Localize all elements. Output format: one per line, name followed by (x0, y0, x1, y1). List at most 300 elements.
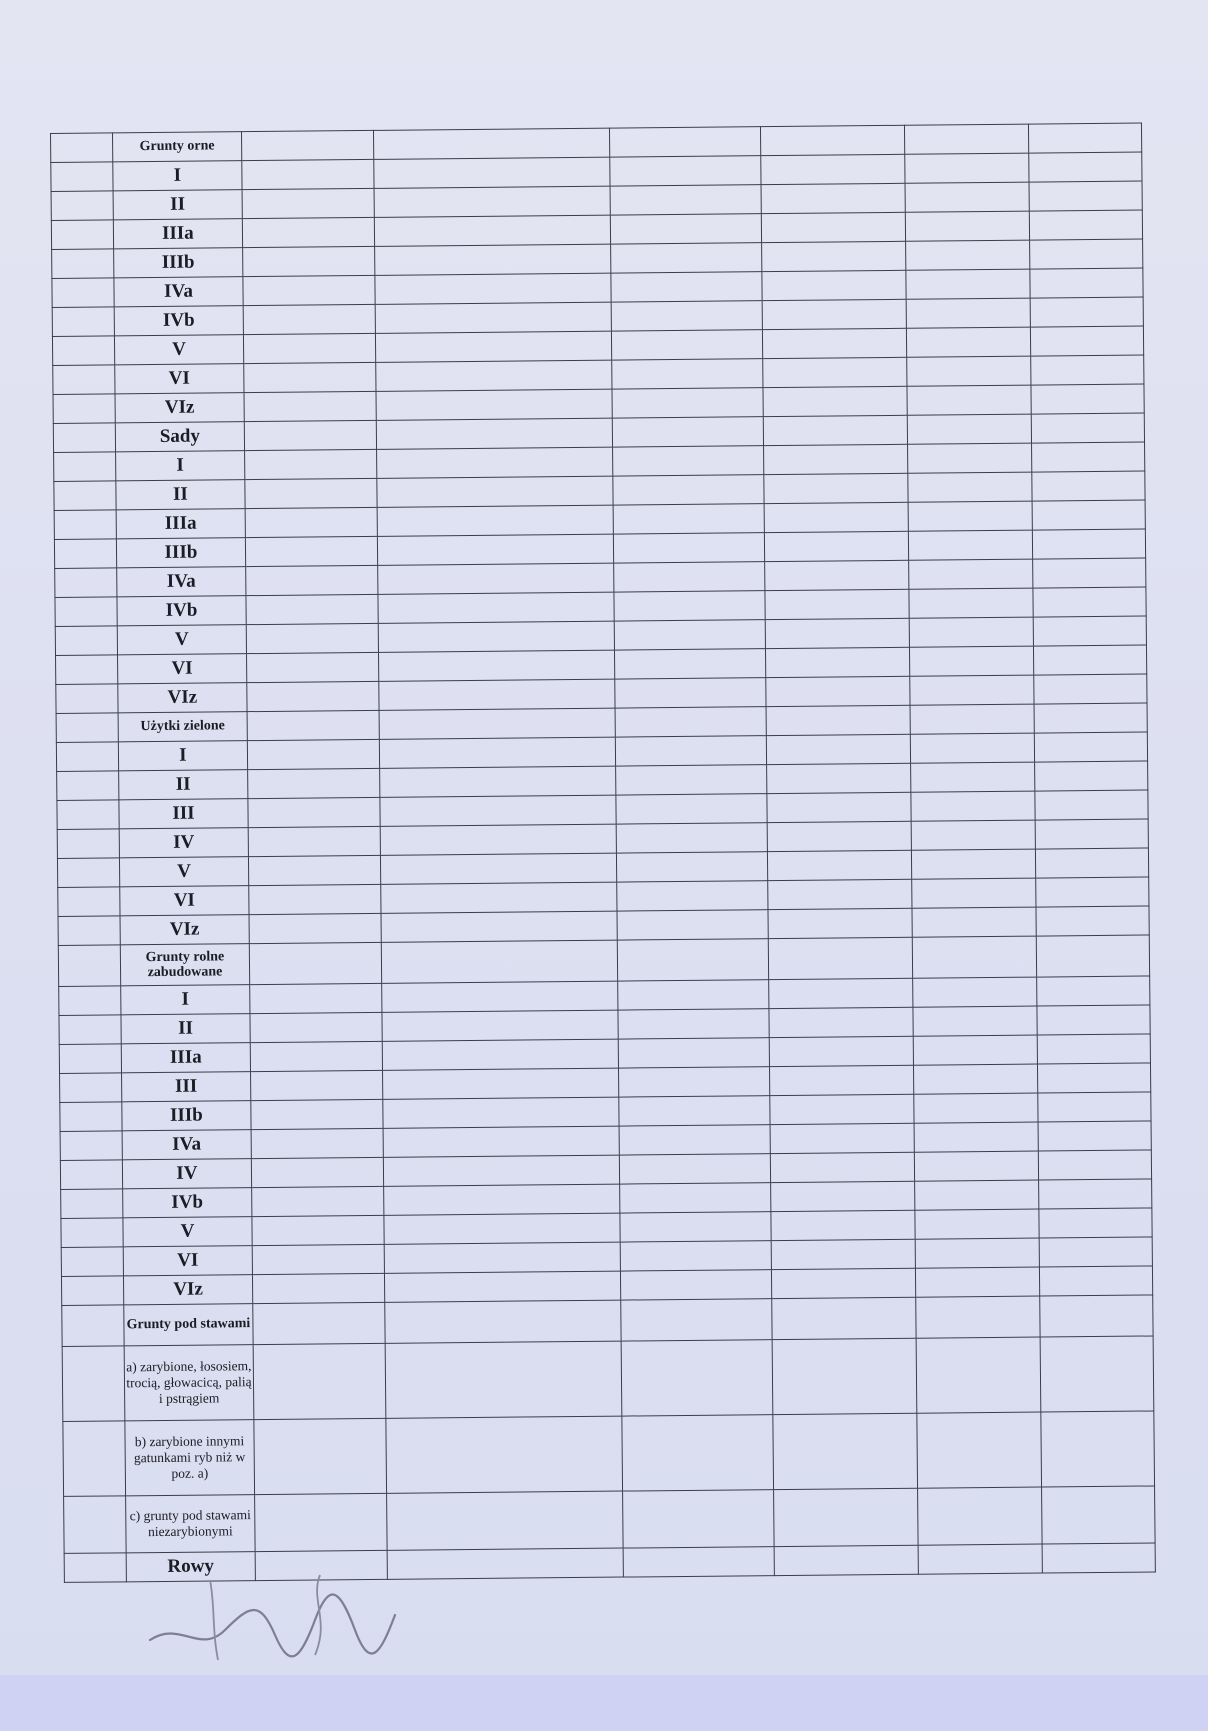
row-number-cell (62, 1346, 124, 1422)
empty-data-cell (765, 502, 909, 532)
empty-data-cell (378, 563, 614, 594)
row-number-cell (58, 887, 120, 917)
row-number-cell (54, 539, 116, 569)
empty-data-cell (1029, 210, 1143, 240)
empty-data-cell (251, 1099, 383, 1129)
empty-data-cell (384, 1213, 620, 1244)
row-number-cell (57, 800, 119, 830)
empty-data-cell (766, 705, 910, 735)
empty-data-cell (243, 275, 375, 305)
empty-data-cell (245, 449, 377, 479)
empty-data-cell (1036, 935, 1150, 977)
empty-data-cell (908, 472, 1031, 502)
empty-data-cell (1030, 268, 1144, 298)
empty-data-cell (612, 417, 764, 447)
empty-data-cell (383, 1039, 619, 1070)
empty-data-cell (768, 850, 912, 880)
empty-data-cell (375, 244, 611, 275)
row-number-cell (58, 945, 120, 987)
row-label-cell: Użytki zielone (118, 712, 248, 742)
empty-data-cell (1035, 819, 1149, 849)
empty-data-cell (1031, 442, 1145, 472)
empty-data-cell (619, 1183, 771, 1213)
row-label-cell: I (118, 741, 248, 771)
empty-data-cell (254, 1418, 387, 1494)
empty-data-cell (617, 939, 769, 981)
empty-data-cell (771, 1210, 915, 1240)
empty-data-cell (761, 154, 905, 184)
row-label-cell: IIIa (116, 509, 246, 539)
empty-data-cell (381, 853, 617, 884)
empty-data-cell (1039, 1295, 1153, 1337)
empty-data-cell (768, 879, 912, 909)
empty-data-cell (772, 1297, 916, 1339)
empty-data-cell (767, 792, 911, 822)
row-number-cell (64, 1553, 126, 1583)
empty-data-cell (244, 333, 376, 363)
row-label-cell: VIz (115, 393, 245, 423)
row-label-cell: II (115, 480, 245, 510)
row-number-cell (51, 191, 113, 221)
empty-data-cell (1034, 761, 1148, 791)
empty-data-cell (375, 215, 611, 246)
empty-data-cell (387, 1491, 623, 1550)
row-number-cell (54, 452, 116, 482)
empty-data-cell (917, 1337, 1041, 1413)
empty-data-cell (611, 330, 763, 360)
empty-data-cell (909, 588, 1032, 618)
empty-data-cell (249, 826, 381, 856)
row-number-cell (53, 394, 115, 424)
row-number-cell (61, 1247, 123, 1277)
empty-data-cell (382, 981, 618, 1012)
empty-data-cell (380, 737, 616, 768)
empty-data-cell (764, 473, 908, 503)
empty-data-cell (243, 217, 375, 247)
empty-data-cell (374, 186, 610, 217)
row-label-cell: V (122, 1217, 252, 1247)
empty-data-cell (615, 736, 767, 766)
empty-data-cell (1041, 1486, 1155, 1544)
empty-data-cell (1038, 1179, 1152, 1209)
row-number-cell (58, 916, 120, 946)
empty-data-cell (1031, 384, 1145, 414)
empty-data-cell (764, 444, 908, 474)
empty-data-cell (914, 1035, 1037, 1065)
empty-data-cell (246, 565, 378, 595)
empty-data-cell (911, 733, 1034, 763)
empty-data-cell (763, 299, 907, 329)
empty-data-cell (251, 1070, 383, 1100)
empty-data-cell (1031, 471, 1145, 501)
row-label-cell: IIIb (113, 248, 243, 278)
empty-data-cell (618, 1067, 770, 1097)
empty-data-cell (610, 214, 762, 244)
empty-data-cell (912, 849, 1035, 879)
empty-data-cell (1028, 123, 1142, 153)
empty-data-cell (613, 533, 765, 563)
empty-data-cell (773, 1338, 918, 1414)
empty-data-cell (1034, 703, 1148, 733)
row-label-cell: V (114, 335, 244, 365)
empty-data-cell (384, 1242, 620, 1273)
table-row (63, 1411, 1155, 1496)
empty-data-cell (374, 128, 610, 159)
empty-data-cell (916, 1296, 1040, 1338)
empty-data-cell (247, 710, 379, 740)
empty-data-cell (610, 243, 762, 273)
empty-data-cell (249, 884, 381, 914)
empty-data-cell (769, 937, 913, 979)
row-label-cell: IIIa (121, 1043, 251, 1073)
empty-data-cell (377, 447, 613, 478)
empty-data-cell (763, 328, 907, 358)
empty-data-cell (1036, 976, 1150, 1006)
empty-data-cell (380, 795, 616, 826)
row-number-cell (54, 510, 116, 540)
empty-data-cell (242, 159, 374, 189)
empty-data-cell (766, 647, 910, 677)
row-number-cell (60, 1131, 122, 1161)
row-label-cell: Grunty pod stawami (123, 1304, 253, 1346)
empty-data-cell (1037, 1034, 1151, 1064)
empty-data-cell (910, 675, 1033, 705)
row-number-cell (52, 336, 114, 366)
row-label-cell: VIz (123, 1275, 253, 1305)
row-number-cell (61, 1218, 123, 1248)
empty-data-cell (377, 476, 613, 507)
empty-data-cell (1029, 181, 1143, 211)
empty-data-cell (611, 359, 763, 389)
empty-data-cell (915, 1151, 1038, 1181)
empty-data-cell (248, 797, 380, 827)
empty-data-cell (616, 794, 768, 824)
empty-data-cell (613, 562, 765, 592)
empty-data-cell (621, 1415, 773, 1491)
empty-data-cell (912, 820, 1035, 850)
row-number-cell (64, 1496, 126, 1554)
empty-data-cell (773, 1413, 918, 1489)
empty-data-cell (766, 676, 910, 706)
empty-data-cell (768, 821, 912, 851)
empty-data-cell (379, 621, 615, 652)
empty-data-cell (381, 882, 617, 913)
empty-data-cell (252, 1215, 384, 1245)
empty-data-cell (247, 623, 379, 653)
empty-data-cell (1039, 1208, 1153, 1238)
empty-data-cell (1037, 1092, 1151, 1122)
empty-data-cell (914, 1093, 1037, 1123)
empty-data-cell (770, 1123, 914, 1153)
empty-data-cell (247, 652, 379, 682)
empty-data-cell (1032, 558, 1146, 588)
empty-data-cell (377, 505, 613, 536)
row-number-cell (52, 249, 114, 279)
row-number-cell (56, 684, 118, 714)
empty-data-cell (381, 911, 617, 942)
empty-data-cell (614, 620, 766, 650)
empty-data-cell (246, 594, 378, 624)
empty-data-cell (909, 530, 1032, 560)
empty-data-cell (907, 385, 1030, 415)
empty-data-cell (382, 1010, 618, 1041)
empty-data-cell (1040, 1336, 1154, 1412)
row-number-cell (57, 858, 119, 888)
empty-data-cell (375, 273, 611, 304)
empty-data-cell (242, 188, 374, 218)
empty-data-cell (620, 1270, 772, 1300)
row-label-cell: I (115, 451, 245, 481)
empty-data-cell (907, 298, 1030, 328)
empty-data-cell (762, 241, 906, 271)
empty-data-cell (1037, 1063, 1151, 1093)
empty-data-cell (905, 124, 1028, 154)
empty-data-cell (912, 878, 1035, 908)
empty-data-cell (249, 913, 381, 943)
empty-data-cell (617, 980, 769, 1010)
empty-data-cell (912, 907, 1035, 937)
empty-data-cell (917, 1412, 1041, 1488)
empty-data-cell (769, 1007, 913, 1037)
row-label-cell: I (112, 161, 242, 191)
row-label-cell: a) zarybione, łososiem, trocią, głowacicą, palią i pstrągiem (124, 1345, 254, 1421)
empty-data-cell (384, 1155, 620, 1186)
empty-data-cell (763, 386, 907, 416)
empty-data-cell (1031, 413, 1145, 443)
empty-data-cell (906, 211, 1029, 241)
empty-data-cell (905, 153, 1028, 183)
row-label-cell: Rowy (126, 1552, 256, 1582)
empty-data-cell (1038, 1121, 1152, 1151)
empty-data-cell (1033, 587, 1147, 617)
empty-data-cell (765, 531, 909, 561)
empty-data-cell (761, 183, 905, 213)
empty-data-cell (375, 302, 611, 333)
row-number-cell (53, 365, 115, 395)
row-label-cell: IVa (122, 1130, 252, 1160)
empty-data-cell (761, 125, 905, 155)
empty-data-cell (1037, 1005, 1151, 1035)
empty-data-cell (617, 910, 769, 940)
empty-data-cell (1032, 529, 1146, 559)
empty-data-cell (612, 475, 764, 505)
empty-data-cell (242, 130, 374, 160)
row-label-cell: VI (114, 364, 244, 394)
empty-data-cell (1039, 1237, 1153, 1267)
empty-data-cell (383, 1097, 619, 1128)
empty-data-cell (247, 681, 379, 711)
row-label-cell: Grunty rolne zabudowane (120, 944, 250, 986)
row-number-cell (52, 307, 114, 337)
empty-data-cell (913, 977, 1036, 1007)
empty-data-cell (379, 650, 615, 681)
empty-data-cell (615, 765, 767, 795)
empty-data-cell (379, 679, 615, 710)
empty-data-cell (762, 212, 906, 242)
row-number-cell (56, 742, 118, 772)
empty-data-cell (772, 1239, 916, 1269)
empty-data-cell (619, 1154, 771, 1184)
empty-data-cell (383, 1126, 619, 1157)
empty-data-cell (249, 855, 381, 885)
empty-data-cell (253, 1343, 386, 1419)
empty-data-cell (1030, 326, 1144, 356)
row-label-cell: VI (119, 886, 249, 916)
empty-data-cell (252, 1186, 384, 1216)
empty-data-cell (614, 649, 766, 679)
row-label-cell: V (119, 857, 249, 887)
empty-data-cell (619, 1125, 771, 1155)
empty-data-cell (913, 1006, 1036, 1036)
empty-data-cell (765, 560, 909, 590)
row-number-cell (55, 597, 117, 627)
empty-data-cell (615, 707, 767, 737)
empty-data-cell (385, 1271, 621, 1302)
empty-data-cell (376, 389, 612, 420)
row-label-cell: II (113, 190, 243, 220)
row-label-cell: IIIa (113, 219, 243, 249)
row-label-cell: IVb (122, 1188, 252, 1218)
empty-data-cell (910, 617, 1033, 647)
empty-data-cell (911, 762, 1034, 792)
row-number-cell (57, 829, 119, 859)
empty-data-cell (1038, 1150, 1152, 1180)
row-label-cell: b) zarybione innymi gatunkami ryb niż w poz. a) (124, 1420, 254, 1496)
empty-data-cell (620, 1241, 772, 1271)
empty-data-cell (916, 1238, 1039, 1268)
empty-data-cell (767, 734, 911, 764)
row-number-cell (60, 1160, 122, 1190)
empty-data-cell (1030, 297, 1144, 327)
empty-data-cell (910, 646, 1033, 676)
empty-data-cell (609, 156, 761, 186)
row-label-cell: IVa (116, 567, 246, 597)
row-label-cell: IIIb (121, 1101, 251, 1131)
empty-data-cell (618, 1096, 770, 1126)
row-number-cell (59, 1015, 121, 1045)
empty-data-cell (616, 881, 768, 911)
empty-data-cell (769, 978, 913, 1008)
empty-data-cell (1030, 355, 1144, 385)
empty-data-cell (768, 908, 912, 938)
empty-data-cell (620, 1212, 772, 1242)
empty-data-cell (378, 592, 614, 623)
empty-data-cell (1035, 848, 1149, 878)
row-number-cell (59, 986, 121, 1016)
scan-bottom-band (0, 1675, 1208, 1731)
empty-data-cell (1040, 1411, 1154, 1487)
empty-data-cell (771, 1181, 915, 1211)
row-number-cell (61, 1189, 123, 1219)
empty-data-cell (614, 678, 766, 708)
empty-data-cell (245, 507, 377, 537)
row-number-cell (51, 133, 113, 163)
empty-data-cell (614, 591, 766, 621)
row-number-cell (56, 713, 118, 743)
empty-data-cell (1029, 239, 1143, 269)
empty-data-cell (906, 182, 1029, 212)
empty-data-cell (245, 478, 377, 508)
row-number-cell (55, 626, 117, 656)
row-number-cell (57, 771, 119, 801)
empty-data-cell (250, 1012, 382, 1042)
empty-data-cell (622, 1490, 774, 1548)
empty-data-cell (616, 852, 768, 882)
empty-data-cell (916, 1267, 1039, 1297)
empty-data-cell (248, 739, 380, 769)
row-label-cell: IIIb (116, 538, 246, 568)
empty-data-cell (246, 536, 378, 566)
empty-data-cell (386, 1416, 622, 1493)
row-label-cell: IVb (114, 306, 244, 336)
empty-data-cell (611, 272, 763, 302)
row-label-cell: III (118, 799, 248, 829)
row-label-cell: IV (119, 828, 249, 858)
empty-data-cell (909, 501, 1032, 531)
row-number-cell (60, 1102, 122, 1132)
empty-data-cell (1039, 1266, 1153, 1296)
empty-data-cell (764, 415, 908, 445)
empty-data-cell (243, 246, 375, 276)
empty-data-cell (919, 1544, 1042, 1574)
table-row (62, 1336, 1154, 1421)
empty-data-cell (385, 1300, 621, 1343)
empty-data-cell (253, 1302, 385, 1344)
row-number-cell (52, 278, 114, 308)
empty-data-cell (620, 1299, 772, 1341)
row-label-cell: Sady (115, 422, 245, 452)
empty-data-cell (385, 1341, 621, 1418)
empty-data-cell (770, 1036, 914, 1066)
row-number-cell (51, 162, 113, 192)
empty-data-cell (253, 1244, 385, 1274)
row-label-cell: VI (123, 1246, 253, 1276)
empty-data-cell (1033, 616, 1147, 646)
row-number-cell (62, 1305, 124, 1347)
row-number-cell (51, 220, 113, 250)
empty-data-cell (911, 704, 1034, 734)
empty-data-cell (250, 942, 382, 984)
empty-data-cell (244, 362, 376, 392)
empty-data-cell (765, 589, 909, 619)
row-number-cell (53, 423, 115, 453)
empty-data-cell (771, 1152, 915, 1182)
empty-data-cell (255, 1493, 388, 1551)
empty-data-cell (380, 766, 616, 797)
row-label-cell: c) grunty pod stawami niezarybionymi (125, 1495, 255, 1553)
empty-data-cell (1033, 645, 1147, 675)
land-class-table-wrapper (50, 123, 1156, 1583)
empty-data-cell (244, 304, 376, 334)
row-label-cell: II (121, 1014, 251, 1044)
row-label-cell: VI (117, 654, 247, 684)
empty-data-cell (775, 1545, 919, 1575)
empty-data-cell (1035, 790, 1149, 820)
empty-data-cell (253, 1273, 385, 1303)
empty-data-cell (774, 1488, 919, 1546)
row-number-cell (61, 1276, 123, 1306)
empty-data-cell (763, 357, 907, 387)
empty-data-cell (248, 768, 380, 798)
empty-data-cell (387, 1548, 623, 1579)
empty-data-cell (613, 504, 765, 534)
row-number-cell (59, 1044, 121, 1074)
empty-data-cell (906, 240, 1029, 270)
empty-data-cell (618, 1009, 770, 1039)
empty-data-cell (610, 185, 762, 215)
empty-data-cell (906, 269, 1029, 299)
row-label-cell: IV (122, 1159, 252, 1189)
